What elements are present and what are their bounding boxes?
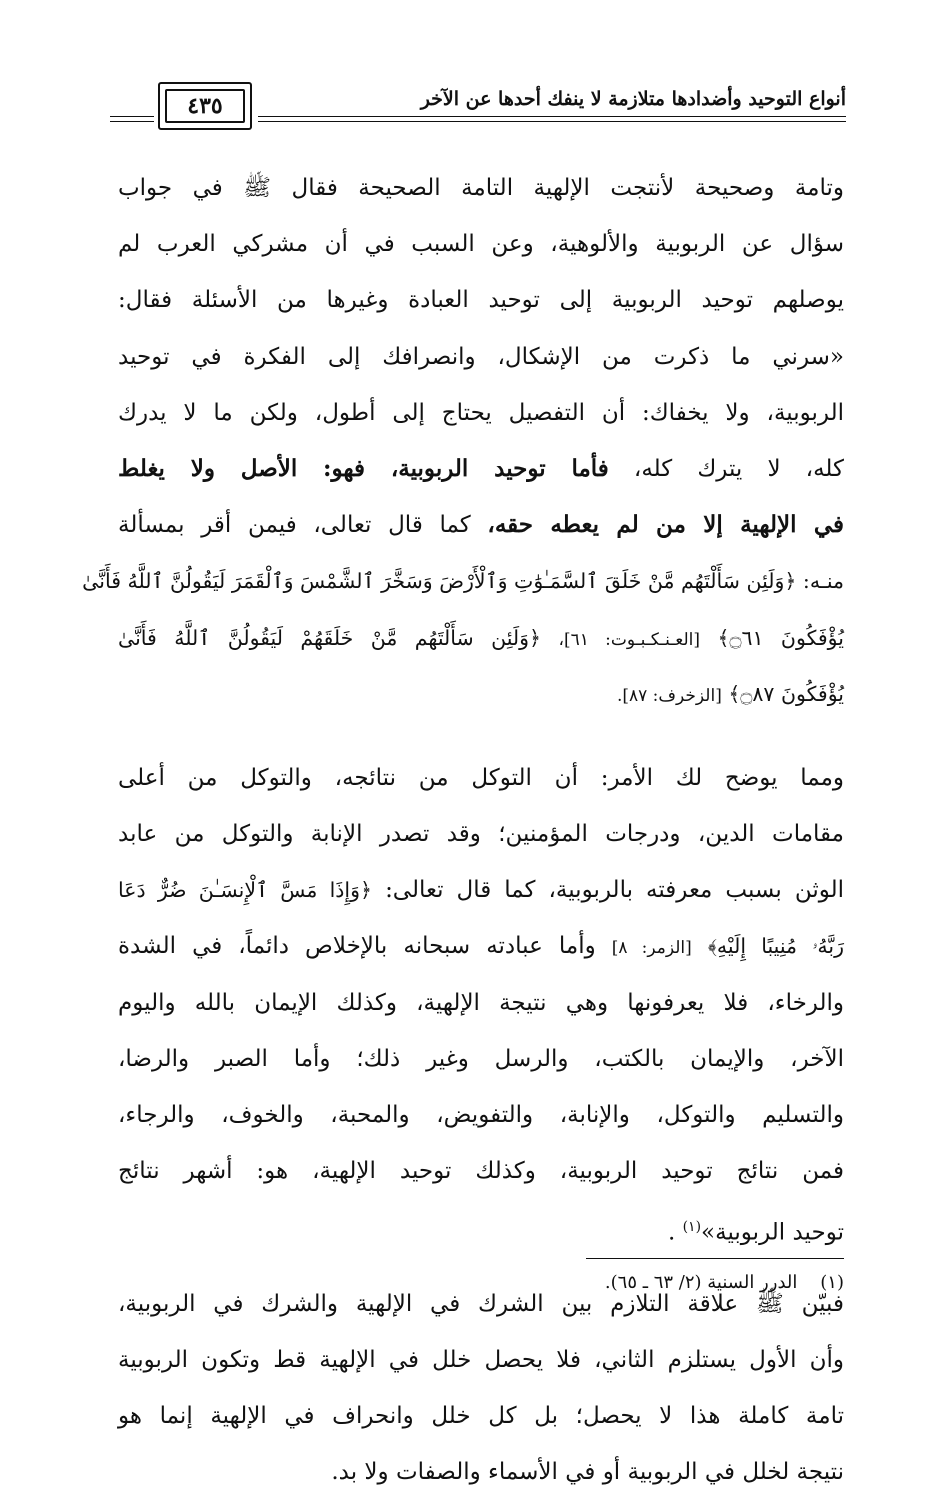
bold-text: فأما توحيد الربوبية، فهو: الأصل ولا يغلط [118, 454, 609, 482]
verse-reference: [العـنـكـبـوت: ٦١]، [558, 629, 701, 650]
bold-text: في الإلهية إلا من لم يعطه حقه، [487, 511, 844, 539]
text-line: الربوبية، ولا يخفاك: أن التفصيل يحتاج إلى أطول، ولكن ما لا يدرك [118, 399, 844, 426]
text-line: الآخر، والإيمان بالكتب، والرسل وغير ذلك؛ وأما الصبر والرضا، [118, 1045, 844, 1072]
text-line: والتسليم والتوكل، والإنابة، والتفويض، والمحبة، والخوف، والرجاء، [118, 1102, 844, 1128]
running-title: أنواع التوحيد وأضدادها متلازمة لا ينفك أحدها عن الآخر [420, 88, 846, 110]
text-line: فبيّن ﷺ علاقة التلازم بين الشرك في الإلهية والشرك في الربوبية، [118, 1290, 844, 1317]
header-rule-left-2 [110, 121, 154, 122]
text-line: ومما يوضح لك الأمر: أن التوكل من نتائجه، والتوكل من أعلى [118, 764, 844, 791]
text-segment: الوثن بسبب معرفته بالربوبية، كما قال تعالى: [385, 877, 845, 904]
verse-end: يُؤْفَكُونَ ۝٨٧﴾ [728, 681, 844, 706]
text-segment: وأما عبادته سبحانه بالإخلاص دائماً، في الشدة [118, 933, 596, 960]
main-text [82, 160, 845, 1500]
text-line: وتامة وصحيحة لأنتجت الإلهية التامة الصحيحة فقال ﷺ في جواب [118, 175, 844, 201]
text-segment: كما قال تعالى، فيمن أقر بمسألة [118, 512, 471, 539]
text-segment: . [667, 1220, 676, 1247]
quran-verse: ﴿وَلَئِن سَأَلْتَهُم مَّنْ خَلَقَهُمْ لَيَقُولُنَّ ٱللَّهُ فَأَنَّىٰ [118, 625, 542, 650]
text-segment: توحيد الربوبية» [701, 1220, 844, 1247]
text-line: «سرني ما ذكرت من الإشكال، وانصرافك إلى الفكرة في توحيد [118, 343, 844, 370]
quran-verse-line [118, 610, 844, 666]
text-line: نتيجة لخلل في الربوبية أو في الأسماء والصفات ولا بد. [331, 1459, 844, 1486]
text-line [118, 497, 844, 553]
footnote [605, 1272, 844, 1293]
verse-reference: [الزخرف: ٨٧]. [616, 685, 722, 706]
text-line [118, 862, 844, 918]
text-line: مقامات الدين، ودرجات المؤمنين؛ وقد تصدر الإنابة والتوكل من عابد [118, 821, 844, 848]
header-rule-right-2 [258, 121, 846, 122]
page-header [110, 82, 846, 142]
quran-verse-line [118, 666, 844, 722]
quran-verse: ﴿وَإِذَا مَسَّ ٱلْإِنسَـٰنَ ضُرٌّ دَعَا [118, 878, 373, 903]
paragraph-gap [118, 722, 844, 750]
text-line: وأن الأول يستلزم الثاني، فلا يحصل خلل في الإلهية قط وتكون الربوبية [118, 1346, 844, 1373]
header-rule-right [258, 116, 846, 117]
page-number-box [158, 82, 252, 130]
text-line: يوصلهم توحيد الربوبية إلى توحيد العبادة وغيرها من الأسئلة فقال: [118, 287, 844, 314]
footnote-number: (١) [820, 1272, 844, 1293]
text-line: تامة كاملة هذا لا يحصل؛ بل كل خلل وانحراف في الإلهية إنما هو [118, 1402, 844, 1429]
text-line [118, 918, 844, 974]
text-line [118, 441, 844, 497]
text-segment: كله، لا يترك كله، [633, 455, 844, 482]
page-number: ٤٣٥ [187, 93, 223, 119]
footnote-marker: (١) [682, 1219, 702, 1236]
verse-reference: [الزمر: ٨] [611, 938, 692, 959]
quran-verse-line: منـه: ﴿وَلَئِن سَأَلْتَهُم مَّنْ خَلَقَ ٱلسَّمَـٰوَٰتِ وَٱلْأَرْضَ وَسَخَّرَ ٱلشَّمْسَ وَٱلْقَمَرَ لَيَقُولُنَّ ٱللَّهُ فَأَنَّىٰ [82, 569, 844, 594]
footnote-text: الدرر السنية (٢/ ٦٣ ـ ٦٥). [604, 1272, 798, 1293]
text-line: سؤال عن الربوبية والألوهية، وعن السبب في أن مشركي العرب لم [118, 231, 844, 258]
header-rule-left [110, 116, 154, 117]
text-line: فمن نتائج توحيد الربوبية، وكذلك توحيد الإلهية، هو: أشهر نتائج [118, 1158, 844, 1185]
quran-verse: رَبَّهُۥ مُنِيبًا إِلَيْهِ﴾ [707, 934, 844, 959]
text-line: والرخاء، فلا يعرفونها وهي نتيجة الإلهية، وكذلك الإيمان بالله واليوم [118, 989, 844, 1016]
footnote-separator [586, 1258, 844, 1259]
text-line [118, 1199, 844, 1255]
verse-end: يُؤْفَكُونَ ۝٦١﴾ [717, 625, 844, 650]
